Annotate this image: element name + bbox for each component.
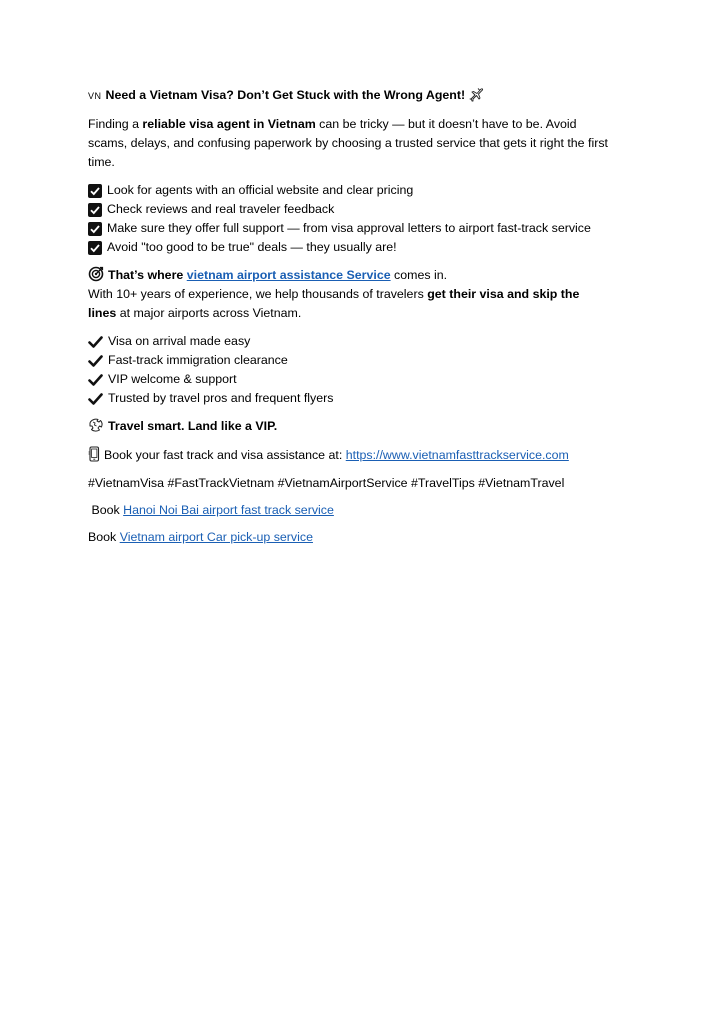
book-hanoi-prefix: Book [88,503,124,517]
book-car-prefix: Book [88,530,120,544]
checkmark-icon [88,392,103,406]
checklist-item-label: Look for agents with an official website and clear pricing [107,183,414,197]
benefit-item [88,332,608,351]
intro-text-1: Finding a [88,117,143,131]
hanoi-fasttrack-link[interactable]: Hanoi Noi Bai airport fast track service [123,503,334,517]
service-suffix: comes in. [390,268,448,282]
service-line2-bold: get their visa and skip the lines [88,287,580,320]
checklist-item [88,181,608,200]
checkmark-icon [88,373,103,387]
benefit-item-label: Visa on arrival made easy [108,334,251,348]
mobile-phone-icon [88,446,101,462]
service-bold-prefix: That’s where [108,268,187,282]
intro-paragraph [88,115,608,172]
heading-title: Need a Vietnam Visa? Don’t Get Stuck with the Wrong Agent! [105,88,466,102]
checkbox-icon [88,184,102,198]
service-intro [88,266,608,323]
checkbox-icon [88,241,102,255]
airport-assistance-link[interactable]: vietnam airport assistance Service [186,268,391,282]
checklist-item-label: Check reviews and real traveler feedback [107,202,335,216]
service-line2-text-2: at major airports across Vietnam. [116,306,302,320]
checklist-item [88,200,608,219]
book-car-line [88,528,608,547]
document-content [88,86,608,547]
booking-text: Book your fast track and visa assistance at: [104,448,346,462]
car-pickup-link[interactable]: Vietnam airport Car pick-up service [119,530,313,544]
benefit-item [88,370,608,389]
benefit-item [88,389,608,408]
benefit-item [88,351,608,370]
benefit-item-label: VIP welcome & support [108,372,237,386]
checklist [88,181,608,257]
checklist-item-label: Avoid "too good to be true" deals — they usually are! [107,240,397,254]
benefits-list [88,332,608,408]
target-icon [88,266,104,282]
heading [88,86,608,106]
checklist-item [88,219,608,238]
fasttrack-website-link[interactable]: https://www.vietnamfasttrackservice.com [345,448,569,462]
globe-icon [88,417,104,433]
travel-tagline [88,417,608,436]
benefit-item-label: Trusted by travel pros and frequent flyers [108,391,334,405]
book-hanoi-line [88,501,608,520]
intro-text-2: can be tricky — but it doesn’t have to be. Avoid scams, delays, and confusing paperwork by choosing a trusted service that gets it right the first time. [88,117,608,169]
travel-text: Travel smart. Land like a VIP. [108,419,278,433]
checkbox-icon [88,203,102,217]
booking-line [88,446,608,465]
benefit-item-label: Fast-track immigration clearance [108,353,288,367]
intro-bold: reliable visa agent in Vietnam [142,117,316,131]
checkmark-icon [88,335,103,349]
service-line2-text-1: With 10+ years of experience, we help thousands of travelers [88,287,428,301]
checklist-item [88,238,608,257]
checkmark-icon [88,354,103,368]
airplane-icon [469,86,485,102]
vn-flag-text: VN [88,91,102,101]
hashtags: #VietnamVisa #FastTrackVietnam #VietnamAirportService #TravelTips #VietnamTravel [88,476,565,490]
checklist-item-label: Make sure they offer full support — from visa approval letters to airport fast-track service [107,221,591,235]
checkbox-icon [88,222,102,236]
